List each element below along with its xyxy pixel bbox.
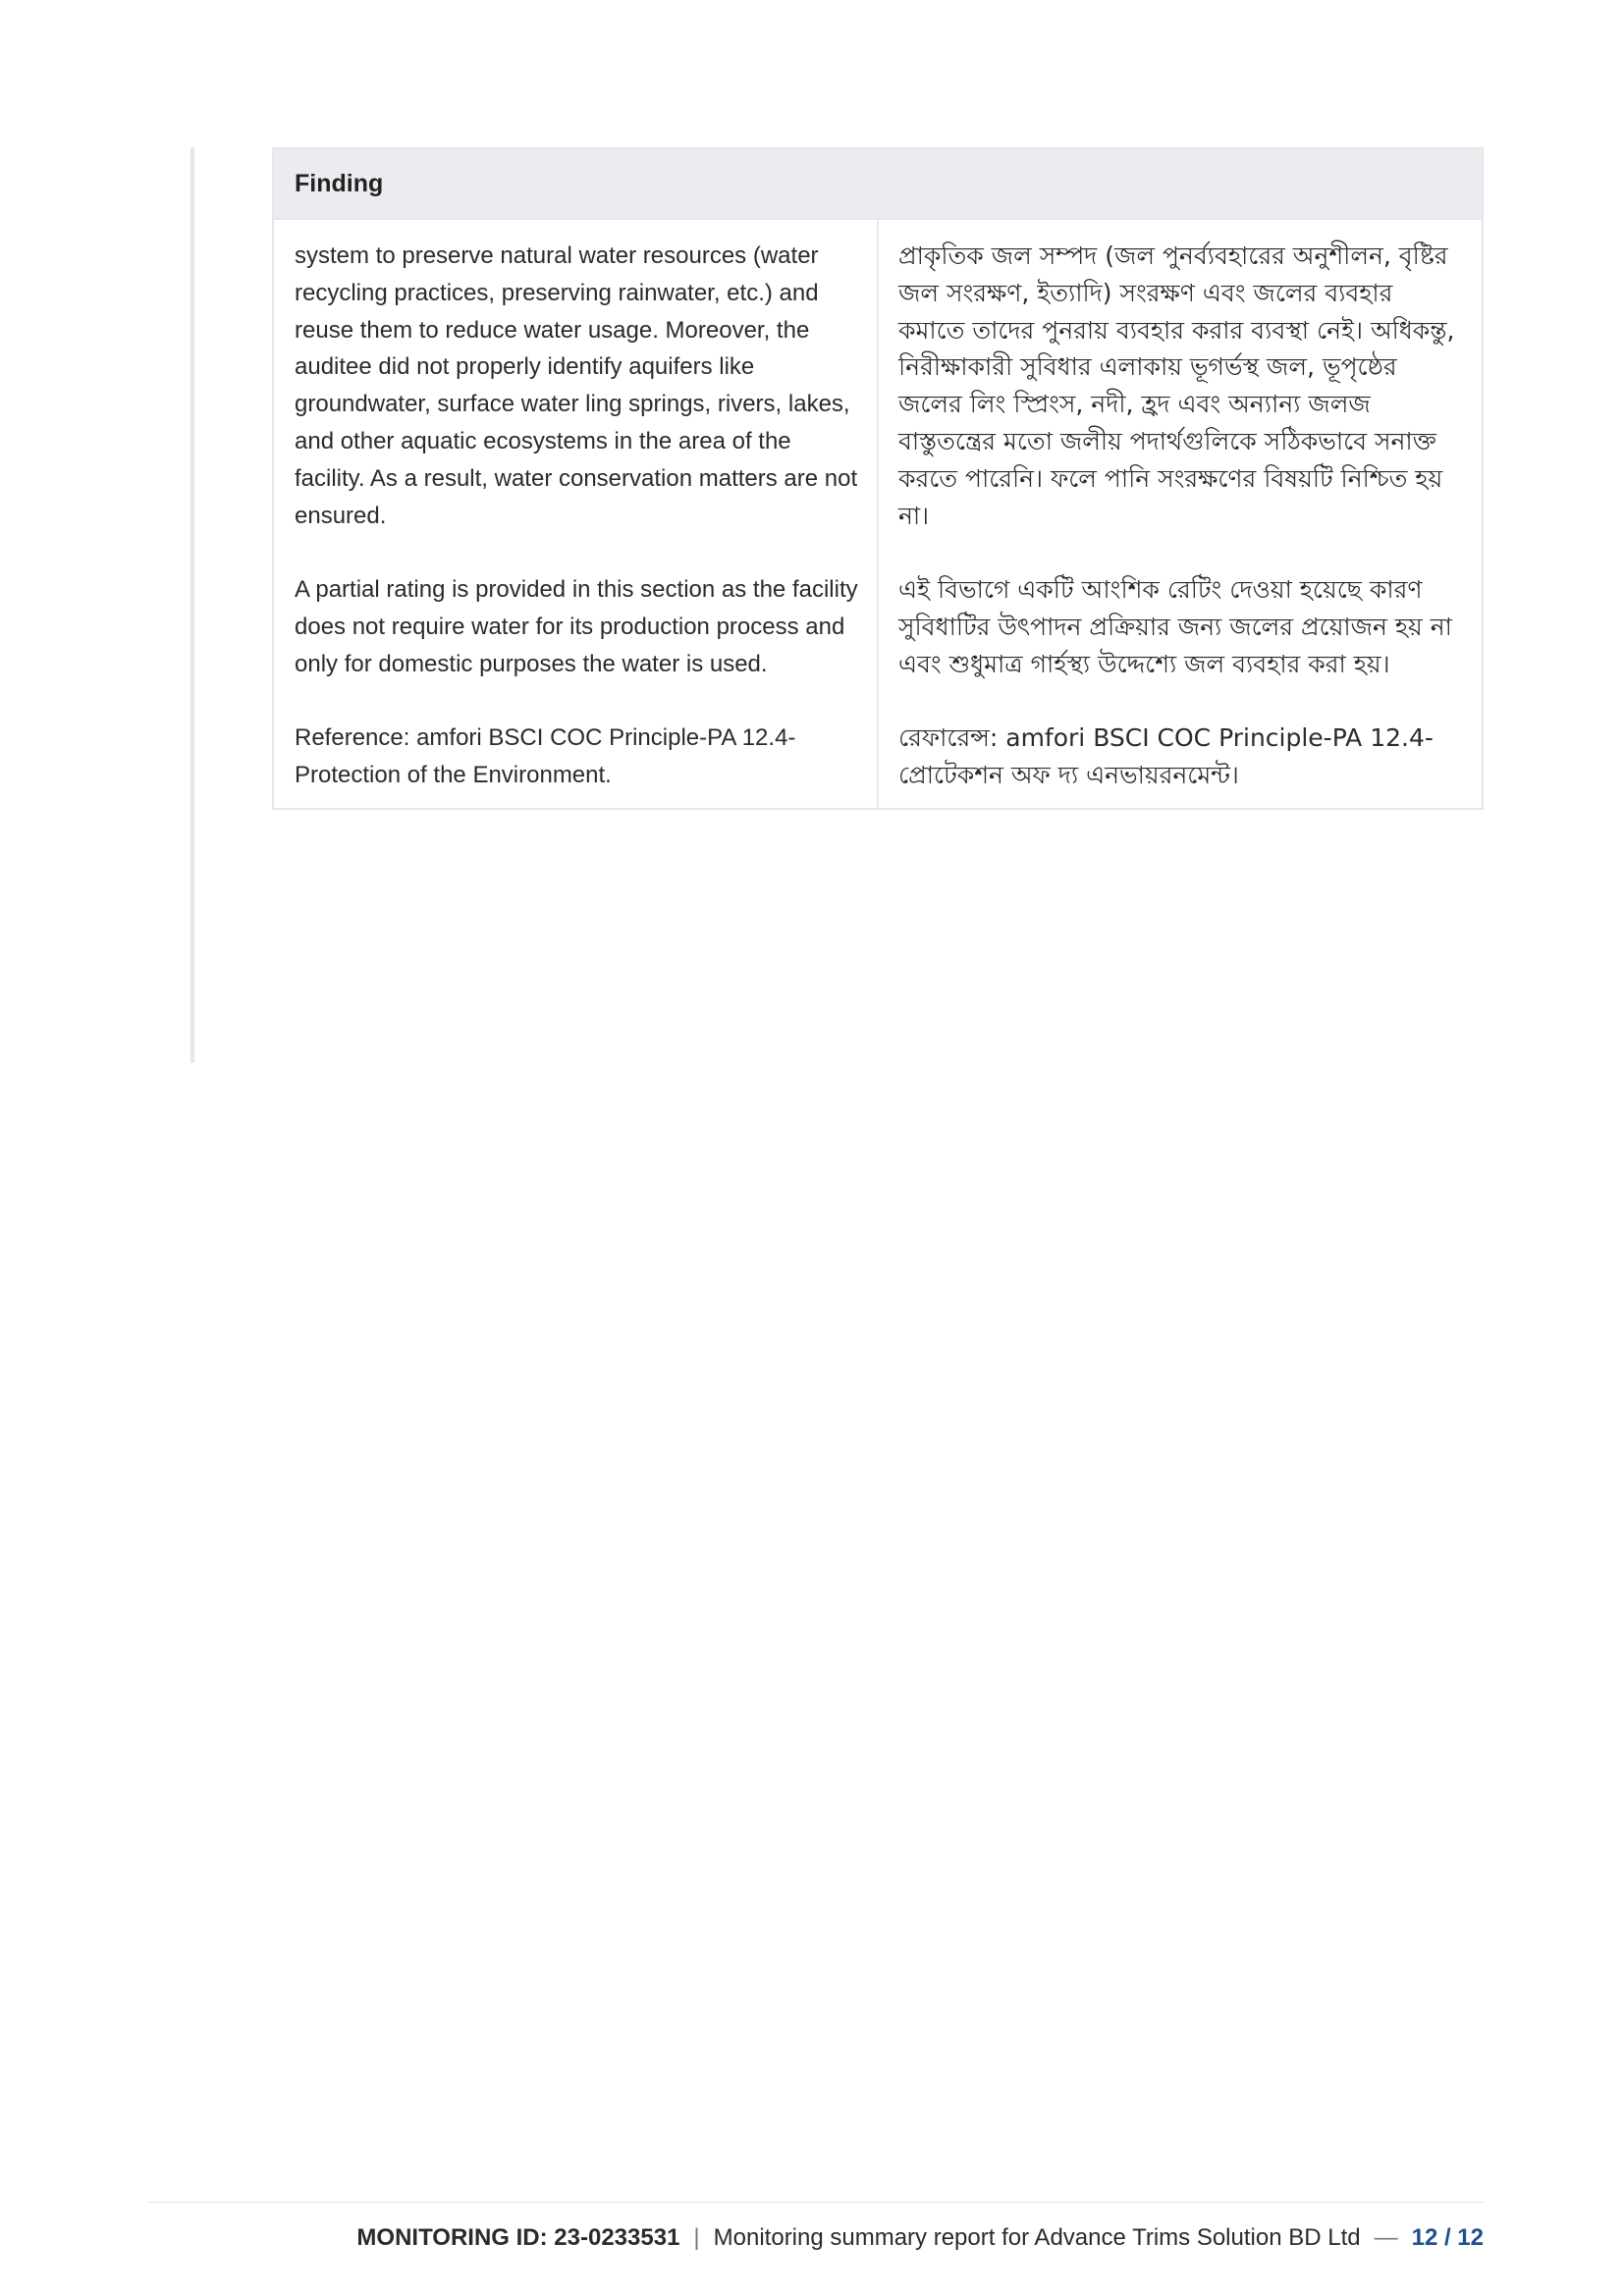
footer-dash: — — [1374, 2224, 1398, 2251]
footer-divider — [147, 2202, 1484, 2203]
left-margin-rule — [190, 147, 194, 1063]
finding-bengali-text: প্রাকৃতিক জল সম্পদ (জল পুনর্ব্যবহারের অনুশীলন, বৃষ্টির জল সংরক্ষণ, ইত্যাদি) সংরক্ষণ এবং জলের ব্যবহার কমাতে তাদের পুনরায় ব্যবহার করার ব্যবস্থা নেই। অধিকন্তু, নিরীক্ষাকারী সুবিধার এলাকায় ভূগর্ভস্থ জল, ভূপৃষ্ঠের জলের লিং স্প্রিংস, নদী, হ্রদ এবং অন্যান্য জলজ বাস্তুতন্ত্রের মতো জলীয় পদার্থগুলিকে সঠিকভাবে সনাক্ত করতে পারেনি। ফলে পানি সংরক্ষণের বিষয়টি নিশ্চিত হয় না। এই বিভাগে একটি আংশিক রেটিং দেওয়া হয়েছে কারণ সুবিধাটির উৎপাদন প্রক্রিয়ার জন্য জলের প্রয়োজন হয় না এবং শুধুমাত্র গার্হস্থ্য উদ্দেশ্যে জল ব্যবহার করা হয়। রেফারেন্স: amfori BSCI COC Principle-PA 12.4-প্রোটেকশন অফ দ্য এনভায়রনমেন্ট। — [898, 241, 1455, 790]
finding-table — [272, 147, 1484, 810]
table-header-finding: Finding — [274, 149, 1482, 218]
finding-english-text: system to preserve natural water resources (water recycling practices, preserving rainwater, etc.) and reuse them to reduce water usage. Moreover, the auditee did not properly identify aquifers like groundwater, surface water ling springs, rivers, lakes, and other aquatic ecosystems in the area of the facility. As a result, water conservation matters are not ensured. A partial rating is provided in this section as the facility does not require water for its production process and only for domestic purposes the water is used. Reference: amfori BSCI COC Principle-PA 12.4-Protection of the Environment. — [274, 220, 879, 808]
report-title: Monitoring summary report for Advance Trims Solution BD Ltd — [713, 2224, 1361, 2251]
monitoring-id: MONITORING ID: 23-0233531 — [356, 2224, 680, 2251]
table-row — [274, 218, 1482, 808]
page-footer — [356, 2224, 1484, 2252]
footer-separator: | — [693, 2224, 700, 2251]
page-number: 12 / 12 — [1411, 2224, 1484, 2251]
